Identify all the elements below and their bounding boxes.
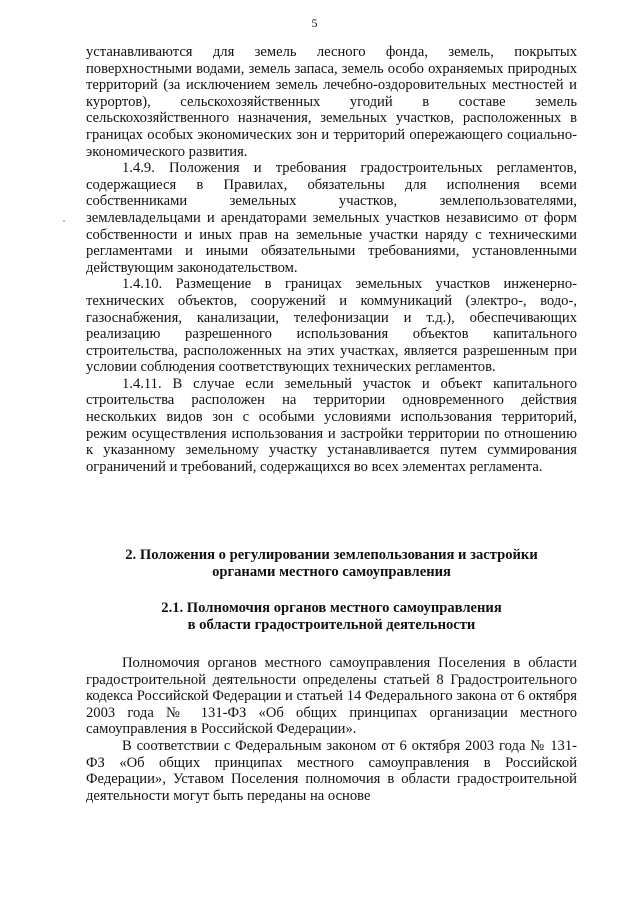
page-number: 5 <box>311 16 318 30</box>
section-heading-line2: органами местного самоуправления <box>212 564 451 580</box>
body-text-top <box>86 44 577 475</box>
paragraph-powers: Полномочия органов местного самоуправления Поселения в области градостроительной деятельности определены статьей 8 Градостроительного кодекса Российской Федерации и статьей 14 Федерального закона от 6 октября 2003 года № 131-ФЗ «Об общих принципах организации местного самоуправления в Российской Федерации». <box>86 655 577 738</box>
section-heading <box>86 547 577 581</box>
body-text-bottom <box>86 655 577 804</box>
subsection-heading-line1: 2.1. Полномочия органов местного самоуправления <box>161 600 502 616</box>
paragraph-1-4-9: 1.4.9. Положения и требования градостроительных регламентов, содержащиеся в Правилах, обязательны для исполнения всеми собственниками земельных участков, землепользователями, землевладельцами и арендаторами земельных участков независимо от форм собственности и иных прав на земельные участки наряду с техническими регламентами и иными обязательными требованиями, установленными действующим законодательством. <box>86 160 577 276</box>
subsection-heading-line2: в области градостроительной деятельности <box>187 617 476 633</box>
paragraph-land-categories: устанавливаются для земель лесного фонда, земель, покрытых поверхностными водами, земель запаса, земель особо охраняемых природных территорий (за исключением земель лечебно-оздоровительных местностей и курортов), сельскохозяйственных угодий в составе земель сельскохозяйственного назначения, земельных участков, расположенных в границах особых экономических зон и территорий опережающего социально-экономического развития. <box>86 44 577 160</box>
subsection-heading <box>86 600 577 634</box>
paragraph-1-4-10: 1.4.10. Размещение в границах земельных участков инженерно-технических объектов, сооружений и коммуникаций (электро-, водо-, газоснабжения, канализации, телефонизации и т.д.), обеспечивающих реализацию разрешенного использования объектов капитального строительства, расположенных на этих участках, является разрешенным при условии соблюдения соответствующих технических регламентов. <box>86 276 577 376</box>
section-heading-line1: 2. Положения о регулировании землепользования и застройки <box>125 547 538 563</box>
paragraph-federal-law: В соответствии с Федеральным законом от 6 октября 2003 года № 131-ФЗ «Об общих принципах местного самоуправления в Российской Федерации», Уставом Поселения полномочия в области градостроительной деятельности могут быть переданы на основе <box>86 737 577 804</box>
paragraph-1-4-11: 1.4.11. В случае если земельный участок и объект капитального строительства расположен на территории одновременного действия нескольких видов зон с особыми условиями использования территорий, режим осуществления использования и застройки территории по отношению к указанному земельному участку устанавливается путем суммирования ограничений и требований, содержащихся во всех элементах регламента. <box>86 375 577 475</box>
scan-speck <box>63 220 65 222</box>
